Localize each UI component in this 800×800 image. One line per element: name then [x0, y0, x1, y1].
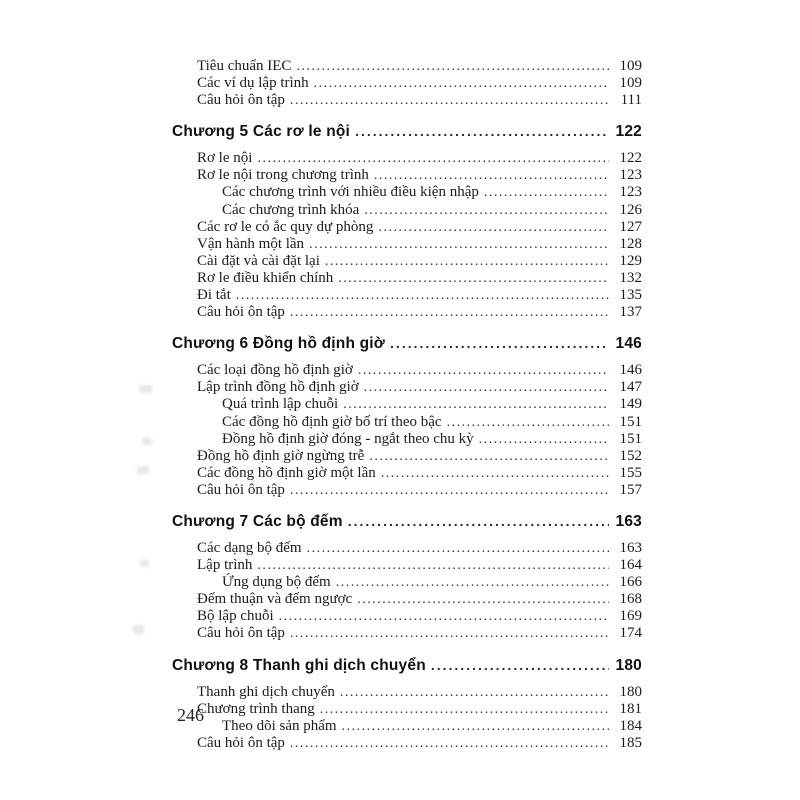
toc-entry: [172, 58, 642, 75]
toc-entry-page: 169: [619, 608, 642, 625]
dot-leader: [364, 379, 609, 396]
toc-entry-page: 129: [619, 252, 642, 269]
toc-entry-page: 127: [619, 218, 642, 235]
toc-entry: [172, 202, 642, 219]
toc-entry-label: Chương 6 Đồng hồ định giờ: [172, 335, 386, 353]
toc-entry-page: 146: [619, 362, 642, 379]
toc-chapter-entry: [172, 334, 642, 353]
toc-entry-page: 163: [615, 512, 642, 530]
toc-entry-label: Các rơ le có ắc quy dự phòng: [197, 218, 374, 235]
dot-leader: [290, 304, 609, 321]
toc-entry: [172, 150, 642, 167]
dot-leader: [479, 431, 609, 448]
dot-leader: [338, 270, 609, 287]
scan-artifact: [137, 466, 149, 474]
toc-entry: [172, 540, 642, 557]
toc-entry-label: Các đồng hồ định giờ bố trí theo bậc: [222, 413, 442, 430]
toc-entry-page: 166: [619, 574, 642, 591]
dot-leader: [307, 540, 609, 557]
dot-leader: [348, 512, 609, 531]
toc-entry-page: 151: [619, 430, 642, 447]
toc-entry-label: Câu hỏi ôn tập: [197, 734, 285, 751]
toc-entry: [172, 92, 642, 109]
toc-entry-label: Cài đặt và cài đặt lại: [197, 252, 320, 269]
toc-entry: [172, 379, 642, 396]
toc-entry-page: 109: [619, 58, 642, 74]
toc-entry-label: Các loại đồng hồ định giờ: [197, 362, 353, 379]
toc-entry-label: Các đồng hồ định giờ một lần: [197, 464, 376, 481]
toc-entry: [172, 684, 642, 701]
toc-entry-label: Thanh ghi dịch chuyển: [197, 683, 335, 700]
toc-entry-page: 157: [619, 481, 642, 498]
dot-leader: [484, 184, 609, 201]
toc-entry: [172, 287, 642, 304]
toc-entry-label: Đếm thuận và đếm ngược: [197, 591, 353, 608]
toc-entry: [172, 718, 642, 735]
toc-entry-page: 123: [619, 184, 642, 201]
dot-leader: [336, 574, 609, 591]
dot-leader: [290, 625, 609, 642]
toc-entry-page: 123: [619, 167, 642, 184]
toc-entry-label: Chương 5 Các rơ le nội: [172, 123, 351, 141]
dot-leader: [257, 150, 609, 167]
toc-entry-page: 155: [619, 464, 642, 481]
toc-entry-page: 135: [619, 287, 642, 304]
dot-leader: [343, 396, 609, 413]
toc-entry-label: Ứng dụng bộ đếm: [222, 574, 331, 591]
dot-leader: [314, 75, 609, 92]
toc-entry-label: Rơ le nội trong chương trình: [197, 167, 369, 184]
toc-entry: [172, 362, 642, 379]
dot-leader: [374, 167, 609, 184]
toc-entry-page: 151: [619, 413, 642, 430]
toc-entry-label: Rơ le nội: [197, 150, 253, 167]
toc-entry-label: Theo dõi sản phẩm: [222, 717, 337, 734]
dot-leader: [378, 219, 609, 236]
dot-leader: [290, 92, 609, 109]
dot-leader: [290, 482, 609, 499]
dot-leader: [369, 448, 609, 465]
toc-entry-page: 126: [619, 201, 642, 218]
toc-entry-page: 181: [619, 700, 642, 717]
toc-entry-label: Đồng hồ định giờ đóng - ngắt theo chu kỳ: [222, 430, 474, 447]
dot-leader: [325, 253, 609, 270]
dot-leader: [290, 735, 609, 752]
scan-artifact: [139, 385, 152, 393]
toc-chapter-entry: [172, 122, 642, 141]
toc-entry: [172, 482, 642, 499]
toc-entry-label: Lập trình đồng hồ định giờ: [197, 379, 359, 396]
dot-leader: [381, 465, 609, 482]
toc-entry-page: 164: [619, 557, 642, 574]
toc-entry-label: Tiêu chuẩn IEC: [197, 58, 292, 74]
toc-entry-page: 185: [619, 734, 642, 751]
toc-entry-page: 122: [619, 150, 642, 167]
toc-entry: [172, 574, 642, 591]
toc-entry-label: Các dạng bộ đếm: [197, 539, 302, 556]
toc-entry: [172, 75, 642, 92]
dot-leader: [296, 58, 609, 75]
toc-entry: [172, 735, 642, 752]
toc-entry: [172, 591, 642, 608]
toc-entry-label: Câu hỏi ôn tập: [197, 304, 285, 321]
toc-entry: [172, 167, 642, 184]
toc-chapter-entry: [172, 512, 642, 531]
toc-entry-label: Chương trình thang: [197, 700, 315, 717]
toc-entry-label: Đi tắt: [197, 287, 231, 304]
dot-leader: [279, 608, 609, 625]
toc-entry-page: 146: [615, 335, 642, 353]
scan-artifact: [142, 438, 152, 445]
toc-entry-page: 132: [619, 269, 642, 286]
toc-entry-label: Các ví dụ lập trình: [197, 75, 309, 92]
toc-entry-page: 168: [619, 591, 642, 608]
toc-entry: [172, 219, 642, 236]
toc-entry-page: 122: [615, 123, 642, 141]
toc-entry-label: Các chương trình với nhiều điều kiện nhập: [222, 184, 479, 201]
dot-leader: [320, 701, 609, 718]
toc-entry-page: 163: [619, 539, 642, 556]
toc-entry-page: 109: [619, 75, 642, 92]
toc-entry-label: Quá trình lập chuỗi: [222, 396, 339, 413]
toc-entry-page: 180: [619, 683, 642, 700]
toc-entry-label: Vận hành một lần: [197, 235, 305, 252]
scan-artifact: [140, 560, 149, 567]
toc-entry-label: Đồng hồ định giờ ngừng trễ: [197, 447, 365, 464]
toc-entry-label: Lập trình: [197, 557, 253, 574]
toc-entry-page: 184: [619, 717, 642, 734]
toc-entry: [172, 396, 642, 413]
toc-entry-label: Rơ le điều khiển chính: [197, 269, 334, 286]
toc-entry-page: 174: [619, 625, 642, 642]
toc-chapter-entry: [172, 656, 642, 675]
toc-entry-label: Câu hỏi ôn tập: [197, 92, 285, 109]
toc-entry-label: Các chương trình khóa: [222, 201, 360, 218]
toc-entry: [172, 414, 642, 431]
toc-entry: [172, 448, 642, 465]
toc-entry-label: Bộ lập chuỗi: [197, 608, 274, 625]
dot-leader: [357, 591, 609, 608]
toc-entry: [172, 625, 642, 642]
toc-entry: [172, 431, 642, 448]
scan-artifact: [133, 625, 144, 634]
toc-list: [172, 58, 642, 752]
toc-entry-page: 128: [619, 235, 642, 252]
page-number: 246: [177, 705, 204, 725]
dot-leader: [390, 334, 609, 353]
dot-leader: [257, 557, 609, 574]
dot-leader: [236, 287, 609, 304]
toc-entry-page: 147: [619, 379, 642, 396]
dot-leader: [431, 656, 609, 675]
toc-entry-page: 149: [619, 396, 642, 413]
dot-leader: [342, 718, 609, 735]
dot-leader: [447, 414, 609, 431]
toc-entry: [172, 465, 642, 482]
toc-entry-page: 152: [619, 447, 642, 464]
toc-entry-label: Câu hỏi ôn tập: [197, 481, 285, 498]
toc-entry-page: 111: [620, 92, 642, 109]
toc-entry-label: Chương 8 Thanh ghi dịch chuyển: [172, 656, 426, 674]
toc-entry-page: 180: [615, 656, 642, 674]
toc-entry-label: Câu hỏi ôn tập: [197, 625, 285, 642]
dot-leader: [309, 236, 609, 253]
toc-entry: [172, 184, 642, 201]
dot-leader: [358, 362, 609, 379]
toc-entry: [172, 270, 642, 287]
toc-entry: [172, 236, 642, 253]
dot-leader: [355, 122, 609, 141]
toc-entry-page: 137: [619, 304, 642, 321]
toc-entry: [172, 608, 642, 625]
toc-entry: [172, 557, 642, 574]
toc-entry: [172, 304, 642, 321]
toc-entry: [172, 701, 642, 718]
dot-leader: [364, 202, 609, 219]
toc-entry: [172, 253, 642, 270]
toc-entry-label: Chương 7 Các bộ đếm: [172, 512, 343, 530]
dot-leader: [340, 684, 609, 701]
